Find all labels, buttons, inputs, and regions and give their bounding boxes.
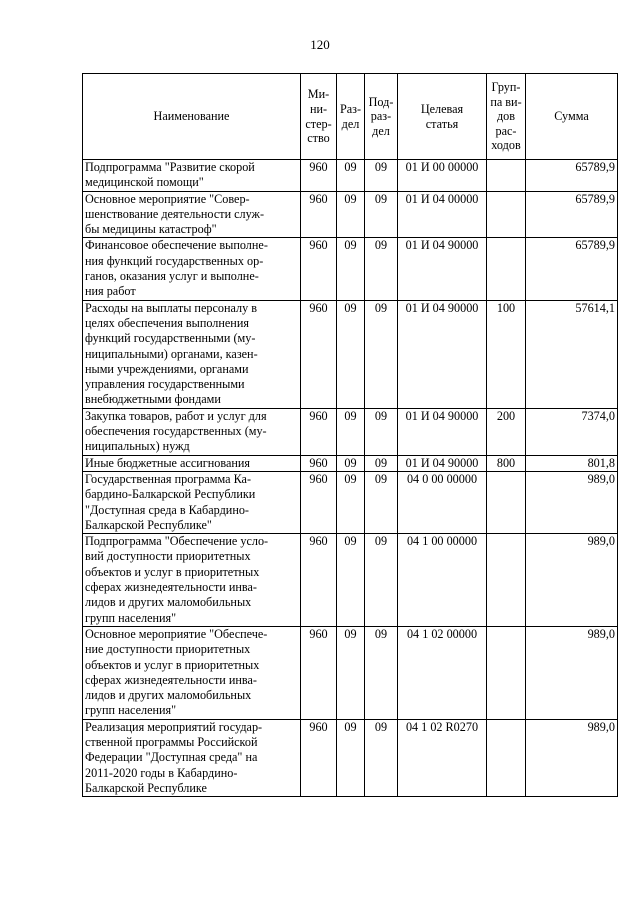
text-line: сферах жизнедеятельности инва-: [85, 580, 257, 595]
expense-group-cell: 200: [487, 408, 526, 455]
text-line: ния функций государственных ор-: [85, 253, 264, 268]
text-line: лидов и других маломобильных: [85, 688, 252, 703]
subsection-cell: 09: [365, 534, 398, 627]
text-line: внебюджетными фондами: [85, 392, 221, 407]
ministry-cell: 960: [301, 238, 337, 300]
text-line: сферах жизнедеятельности инва-: [85, 672, 257, 687]
target-article-cell: 01 И 04 00000: [398, 191, 487, 238]
text-line: целях обеспечения выполнения: [85, 315, 249, 330]
table-header: [83, 74, 618, 160]
header-ministry: [301, 74, 337, 160]
table-row: [83, 534, 618, 627]
text-line: Под-: [368, 94, 394, 109]
target-article-cell: 01 И 04 90000: [398, 455, 487, 471]
ministry-cell: 960: [301, 408, 337, 455]
section-cell: 09: [337, 300, 365, 408]
ministry-cell: 960: [301, 534, 337, 627]
text-line: 2011-2020 годы в Кабардино-: [85, 765, 238, 780]
target-article-cell: 01 И 04 90000: [398, 238, 487, 300]
subsection-cell: 09: [365, 191, 398, 238]
subsection-cell: 09: [365, 455, 398, 471]
table-row: [83, 719, 618, 796]
table-row: [83, 626, 618, 719]
text-line: Наименование: [153, 109, 230, 124]
sum-cell: 989,0: [526, 534, 618, 627]
ministry-cell: 960: [301, 300, 337, 408]
sum-cell: 65789,9: [526, 160, 618, 192]
sum-cell: 989,0: [526, 626, 618, 719]
text-line: Раз-: [339, 101, 362, 116]
section-cell: 09: [337, 455, 365, 471]
table-row: [83, 191, 618, 238]
sum-cell: 65789,9: [526, 191, 618, 238]
text-line: ными учреждениями, органами: [85, 361, 249, 376]
name-cell: [83, 300, 301, 408]
text-line: Груп-: [491, 80, 521, 95]
expense-group-cell: [487, 238, 526, 300]
text-line: ние доступности приоритетных: [85, 642, 251, 657]
text-line: раз-: [370, 109, 392, 124]
text-line: ния работ: [85, 284, 136, 299]
text-line: управления государственными: [85, 377, 245, 392]
header-name: [83, 74, 301, 160]
text-line: Федерации "Доступная среда" на: [85, 750, 258, 765]
sum-cell: 7374,0: [526, 408, 618, 455]
target-article-cell: 04 0 00 00000: [398, 471, 487, 533]
sum-cell: 65789,9: [526, 238, 618, 300]
ministry-cell: 960: [301, 626, 337, 719]
sum-cell: 801,8: [526, 455, 618, 471]
name-cell: [83, 191, 301, 238]
text-line: шенствование деятельности служ-: [85, 206, 265, 221]
text-line: ниципальными) органами, казен-: [85, 346, 258, 361]
text-line: вий доступности приоритетных: [85, 549, 251, 564]
text-line: ходов: [491, 138, 521, 153]
target-article-cell: 01 И 04 90000: [398, 300, 487, 408]
text-line: Балкарской Республике": [85, 517, 212, 532]
text-line: обеспечения государственных (му-: [85, 424, 267, 439]
expense-group-cell: [487, 534, 526, 627]
header-group: [487, 74, 526, 160]
ministry-cell: 960: [301, 160, 337, 192]
text-line: бардино-Балкарской Республики: [85, 487, 256, 502]
text-line: Основное мероприятие "Обеспече-: [85, 626, 268, 641]
name-cell: [83, 238, 301, 300]
section-cell: 09: [337, 408, 365, 455]
ministry-cell: 960: [301, 471, 337, 533]
text-line: Сумма: [554, 109, 589, 124]
text-line: ганов, оказания услуг и выполне-: [85, 269, 259, 284]
text-line: групп населения": [85, 610, 177, 625]
header-subsection: [365, 74, 398, 160]
text-line: ниципальных) нужд: [85, 439, 190, 454]
expense-group-cell: [487, 719, 526, 796]
section-cell: 09: [337, 719, 365, 796]
text-line: Расходы на выплаты персоналу в: [85, 300, 257, 315]
subsection-cell: 09: [365, 238, 398, 300]
text-line: дов: [496, 109, 516, 124]
text-line: ство: [307, 131, 330, 146]
table-body: [83, 160, 618, 797]
target-article-cell: 01 И 04 90000: [398, 408, 487, 455]
table-row: [83, 408, 618, 455]
text-line: Балкарской Республике: [85, 780, 207, 795]
text-line: медицинской помощи": [85, 175, 204, 190]
expense-group-cell: 800: [487, 455, 526, 471]
expense-group-cell: [487, 160, 526, 192]
section-cell: 09: [337, 160, 365, 192]
text-line: Ми-: [307, 87, 330, 102]
table-row: [83, 471, 618, 533]
text-line: Подпрограмма "Развитие скорой: [85, 160, 255, 174]
name-cell: [83, 408, 301, 455]
name-cell: [83, 719, 301, 796]
text-line: объектов и услуг в приоритетных: [85, 657, 260, 672]
text-line: статья: [425, 116, 459, 131]
name-cell: [83, 471, 301, 533]
name-cell: [83, 455, 301, 471]
name-cell: [83, 534, 301, 627]
section-cell: 09: [337, 471, 365, 533]
ministry-cell: 960: [301, 455, 337, 471]
text-line: па ви-: [490, 94, 522, 109]
text-line: Целевая: [420, 101, 464, 116]
text-line: "Доступная среда в Кабардино-: [85, 502, 249, 517]
target-article-cell: 04 1 02 R0270: [398, 719, 487, 796]
section-cell: 09: [337, 534, 365, 627]
text-line: дел: [341, 116, 360, 131]
table-row: [83, 238, 618, 300]
table-row: [83, 160, 618, 192]
table-row: [83, 300, 618, 408]
subsection-cell: 09: [365, 719, 398, 796]
section-cell: 09: [337, 238, 365, 300]
section-cell: 09: [337, 626, 365, 719]
sum-cell: 989,0: [526, 719, 618, 796]
header-section: [337, 74, 365, 160]
subsection-cell: 09: [365, 160, 398, 192]
text-line: Основное мероприятие "Совер-: [85, 191, 250, 206]
text-line: Финансовое обеспечение выполне-: [85, 238, 268, 253]
text-line: рас-: [495, 123, 517, 138]
text-line: лидов и других маломобильных: [85, 595, 252, 610]
text-line: дел: [372, 123, 390, 138]
expense-group-cell: [487, 471, 526, 533]
target-article-cell: 01 И 00 00000: [398, 160, 487, 192]
header-target: [398, 74, 487, 160]
text-line: бы медицины катастроф": [85, 222, 217, 237]
page-number: 120: [310, 37, 330, 52]
name-cell: [83, 626, 301, 719]
text-line: ни-: [309, 101, 328, 116]
target-article-cell: 04 1 02 00000: [398, 626, 487, 719]
ministry-cell: 960: [301, 719, 337, 796]
ministry-cell: 960: [301, 191, 337, 238]
section-cell: 09: [337, 191, 365, 238]
expense-group-cell: [487, 191, 526, 238]
text-line: Подпрограмма "Обеспечение усло-: [85, 534, 269, 549]
text-line: Реализация мероприятий государ-: [85, 719, 263, 734]
text-line: ственной программы Российской: [85, 734, 258, 749]
target-article-cell: 04 1 00 00000: [398, 534, 487, 627]
text-line: Иные бюджетные ассигнования: [85, 455, 251, 470]
text-line: Государственная программа Ка-: [85, 471, 252, 486]
subsection-cell: 09: [365, 471, 398, 533]
text-line: объектов и услуг в приоритетных: [85, 564, 260, 579]
text-line: Закупка товаров, работ и услуг для: [85, 408, 267, 423]
expense-group-cell: [487, 626, 526, 719]
expense-group-cell: 100: [487, 300, 526, 408]
budget-table: [82, 73, 618, 797]
subsection-cell: 09: [365, 300, 398, 408]
text-line: групп населения": [85, 703, 177, 718]
sum-cell: 989,0: [526, 471, 618, 533]
name-cell: [83, 160, 301, 192]
table-row: [83, 455, 618, 471]
header-sum: [526, 74, 618, 160]
text-line: функций государственными (му-: [85, 331, 256, 346]
subsection-cell: 09: [365, 408, 398, 455]
text-line: стер-: [305, 116, 332, 131]
sum-cell: 57614,1: [526, 300, 618, 408]
subsection-cell: 09: [365, 626, 398, 719]
